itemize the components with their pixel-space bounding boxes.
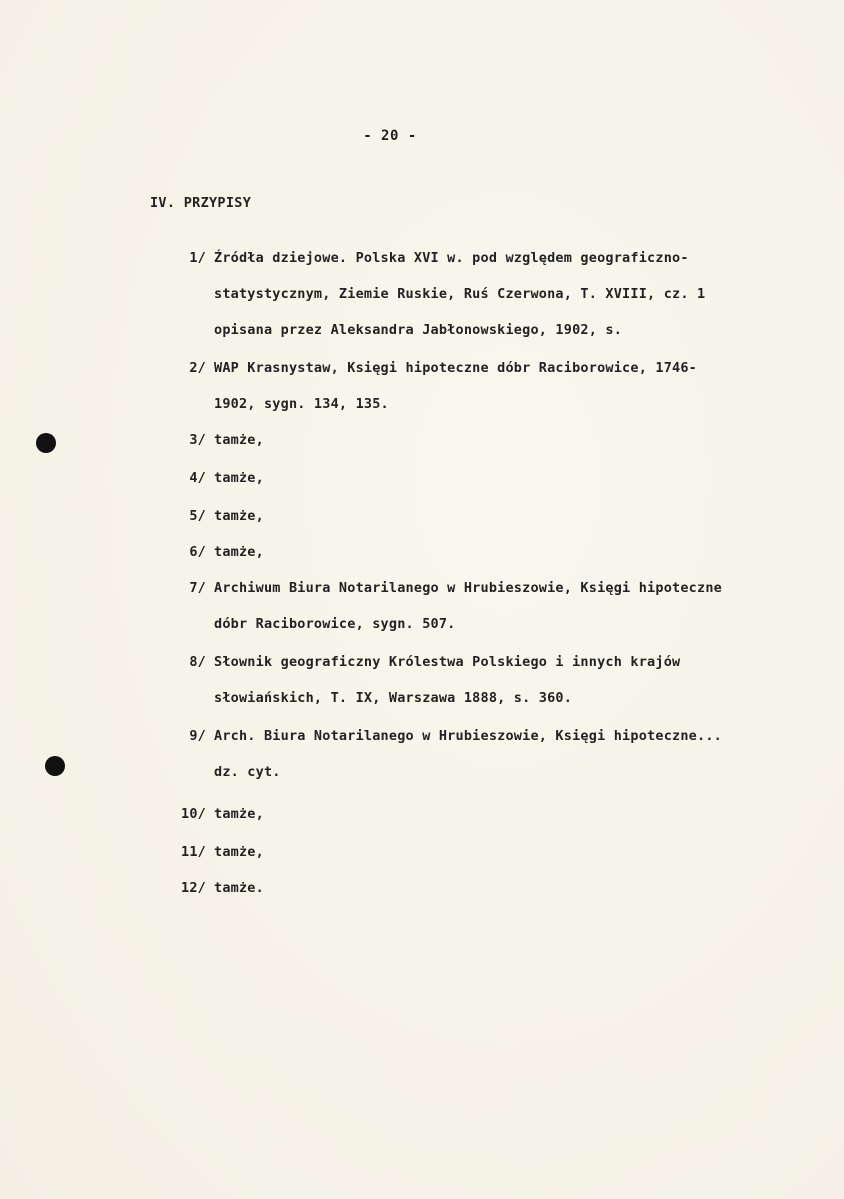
footnote-text: Archiwum Biura Notarilanego w Hrubieszowie, Księgi hipoteczne [214,580,722,596]
footnote-text: statystycznym, Ziemie Ruskie, Ruś Czerwona, T. XVIII, cz. 1 [214,286,706,302]
footnote-8 [170,644,680,716]
footnote-text: dz. cyt. [214,764,281,780]
footnote-text: tamże, [214,508,264,524]
footnote-number: 9/ [189,728,206,744]
footnote-number: 2/ [189,360,206,376]
footnote-text: Arch. Biura Notarilanego w Hrubieszowie, Księgi hipoteczne... [214,728,722,744]
footnote-2 [170,350,697,422]
footnote-9 [170,718,722,790]
footnote-6 [170,534,264,570]
section-heading: IV. PRZYPISY [150,195,252,211]
footnote-5 [170,498,264,534]
footnote-text: tamże. [214,880,264,896]
footnote-text: Słownik geograficzny Królestwa Polskiego i innych krajów [214,654,681,670]
footnote-3 [170,422,264,458]
footnote-number: 1/ [189,250,206,266]
footnote-10 [170,796,264,832]
footnote-number: 8/ [189,654,206,670]
footnote-number: 3/ [189,432,206,448]
footnote-text: tamże, [214,470,264,486]
footnote-text: 1902, sygn. 134, 135. [214,396,389,412]
footnote-number: 12/ [181,880,206,896]
footnote-12 [170,870,264,906]
footnote-number: 6/ [189,544,206,560]
page-number: - 20 - [363,128,417,144]
footnote-number: 11/ [181,844,206,860]
punch-hole-top [36,433,56,453]
punch-hole-bottom [45,756,65,776]
footnote-text: Źródła dziejowe. Polska XVI w. pod względem geograficzno- [214,250,689,266]
footnote-11 [170,834,264,870]
footnote-text: WAP Krasnystaw, Księgi hipoteczne dóbr Raciborowice, 1746- [214,360,698,376]
footnote-text: dóbr Raciborowice, sygn. 507. [214,616,456,632]
footnote-number: 10/ [181,806,206,822]
footnote-number: 5/ [189,508,206,524]
footnote-text: tamże, [214,806,264,822]
footnote-number: 4/ [189,470,206,486]
footnote-text: opisana przez Aleksandra Jabłonowskiego, 1902, s. [214,322,623,338]
footnote-text: tamże, [214,844,264,860]
footnote-4 [170,460,264,496]
footnote-number: 7/ [189,580,206,596]
footnote-1 [170,240,705,348]
footnote-7 [170,570,722,642]
footnote-text: tamże, [214,432,264,448]
footnote-text: tamże, [214,544,264,560]
footnote-text: słowiańskich, T. IX, Warszawa 1888, s. 360. [214,690,573,706]
